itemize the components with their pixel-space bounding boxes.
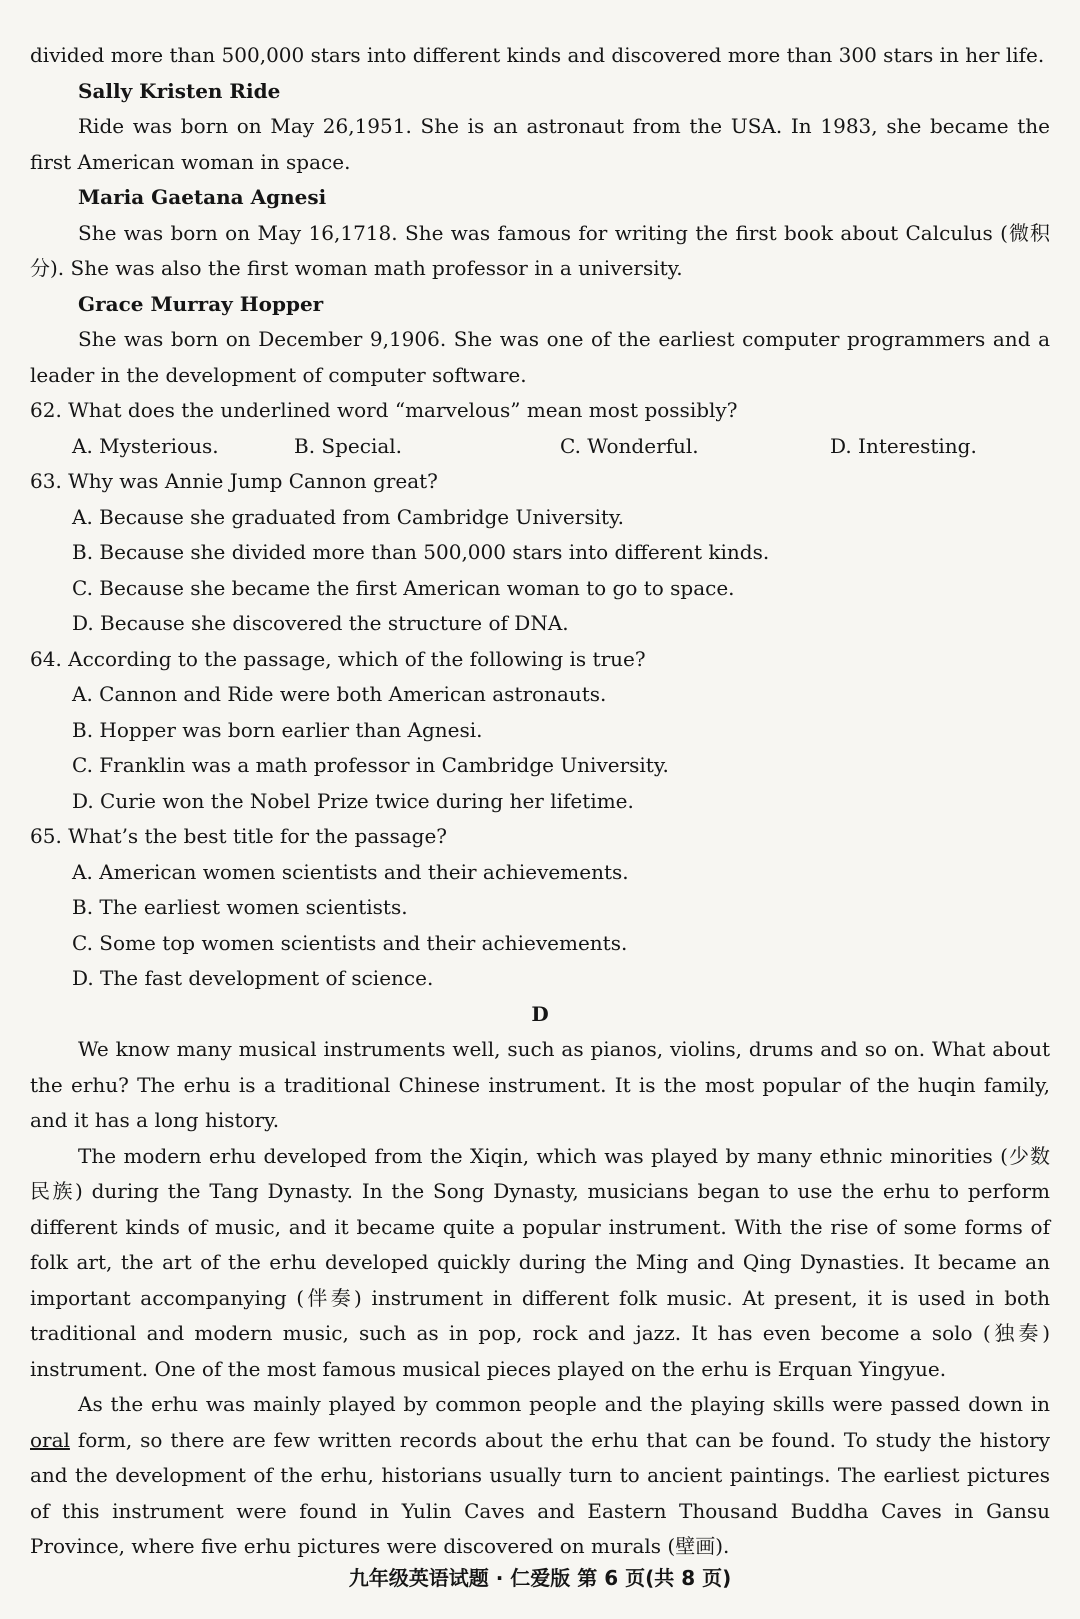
q64-option-a: A. Cannon and Ride were both American astronauts. bbox=[72, 682, 607, 706]
q65-option-d: D. The fast development of science. bbox=[72, 966, 434, 990]
q64-option-b: B. Hopper was born earlier than Agnesi. bbox=[72, 717, 483, 742]
question-62-options bbox=[30, 429, 1050, 465]
page-footer: 九年级英语试题 · 仁爱版 第 6 页(共 8 页) bbox=[348, 1566, 732, 1590]
q63-option-b: B. Because she divided more than 500,000 stars into different kinds. bbox=[72, 540, 770, 564]
q62-option-a: A. Mysterious. bbox=[72, 433, 219, 458]
hopper-heading: Grace Murray Hopper bbox=[78, 291, 324, 316]
section-d-label: D bbox=[531, 1001, 549, 1026]
question-62-stem: 62. What does the underlined word “marvelous” mean most possibly? bbox=[30, 398, 738, 422]
q65-option-c: C. Some top women scientists and their achievements. bbox=[72, 930, 628, 955]
q63-option-a: A. Because she graduated from Cambridge University. bbox=[72, 504, 625, 529]
question-65-stem: 65. What’s the best title for the passage? bbox=[30, 824, 448, 848]
q62-option-c: C. Wonderful. bbox=[560, 433, 699, 458]
q65-option-b: B. The earliest women scientists. bbox=[72, 895, 408, 919]
agnesi-paragraph: She was born on May 16,1718. She was famous for writing the first book about Calculus (微积分). She was also the first woman math professor in a university. bbox=[30, 220, 1050, 280]
q63-option-d: D. Because she discovered the structure of DNA. bbox=[72, 611, 569, 635]
passage-d-paragraph-1: We know many musical instruments well, such as pianos, violins, drums and so on. What about the erhu? The erhu is a traditional Chinese instrument. It is the most popular of the huqin family, and it has a long history. bbox=[30, 1037, 1050, 1132]
passage-d-paragraph-3 bbox=[30, 1387, 1050, 1565]
underlined-word-oral: oral bbox=[30, 1427, 70, 1452]
ride-heading: Sally Kristen Ride bbox=[78, 78, 281, 103]
q62-option-b: B. Special. bbox=[294, 433, 403, 458]
cannon-paragraph-end: divided more than 500,000 stars into different kinds and discovered more than 300 stars in her life. bbox=[30, 43, 1045, 67]
hopper-paragraph: She was born on December 9,1906. She was one of the earliest computer programmers and a leader in the development of computer software. bbox=[30, 327, 1050, 387]
question-63-stem: 63. Why was Annie Jump Cannon great? bbox=[30, 469, 438, 493]
q65-option-a: A. American women scientists and their achievements. bbox=[72, 859, 629, 884]
q64-option-c: C. Franklin was a math professor in Cambridge University. bbox=[72, 753, 669, 777]
q64-option-d: D. Curie won the Nobel Prize twice during her lifetime. bbox=[72, 788, 634, 813]
passage-d-paragraph-2: The modern erhu developed from the Xiqin, which was played by many ethnic minorities (少数民族) during the Tang Dynasty. In the Song Dynasty, musicians began to use the erhu to perform different kinds of music, and it became quite a popular instrument. With the rise of some forms of folk art, the art of the erhu developed quickly during the Ming and Qing Dynasties. It became an important accompanying (伴奏) instrument in different folk music. At present, it is used in both traditional and modern music, such as in pop, rock and jazz. It has even become a solo (独奏) instrument. One of the most famous musical pieces played on the erhu is Erquan Yingyue. bbox=[30, 1143, 1050, 1381]
ride-paragraph: Ride was born on May 26,1951. She is an astronaut from the USA. In 1983, she became the first American woman in space. bbox=[30, 114, 1050, 174]
question-64-stem: 64. According to the passage, which of the following is true? bbox=[30, 646, 646, 671]
q63-option-c: C. Because she became the first American woman to go to space. bbox=[72, 575, 735, 600]
agnesi-heading: Maria Gaetana Agnesi bbox=[78, 185, 327, 209]
paragraph-3-rest: form, so there are few written records about the erhu that can be found. To study the history and the development of the erhu, historians usually turn to ancient paintings. The earliest pictures of this instrument were found in Yulin Caves and Eastern Thousand Buddha Caves in Gansu Province, where five erhu pictures were discovered on murals (壁画). bbox=[30, 1427, 1051, 1558]
paragraph-3-start: As the erhu was mainly played by common people and the playing skills were passed down in bbox=[78, 1392, 1050, 1416]
q62-option-d: D. Interesting. bbox=[830, 433, 977, 458]
